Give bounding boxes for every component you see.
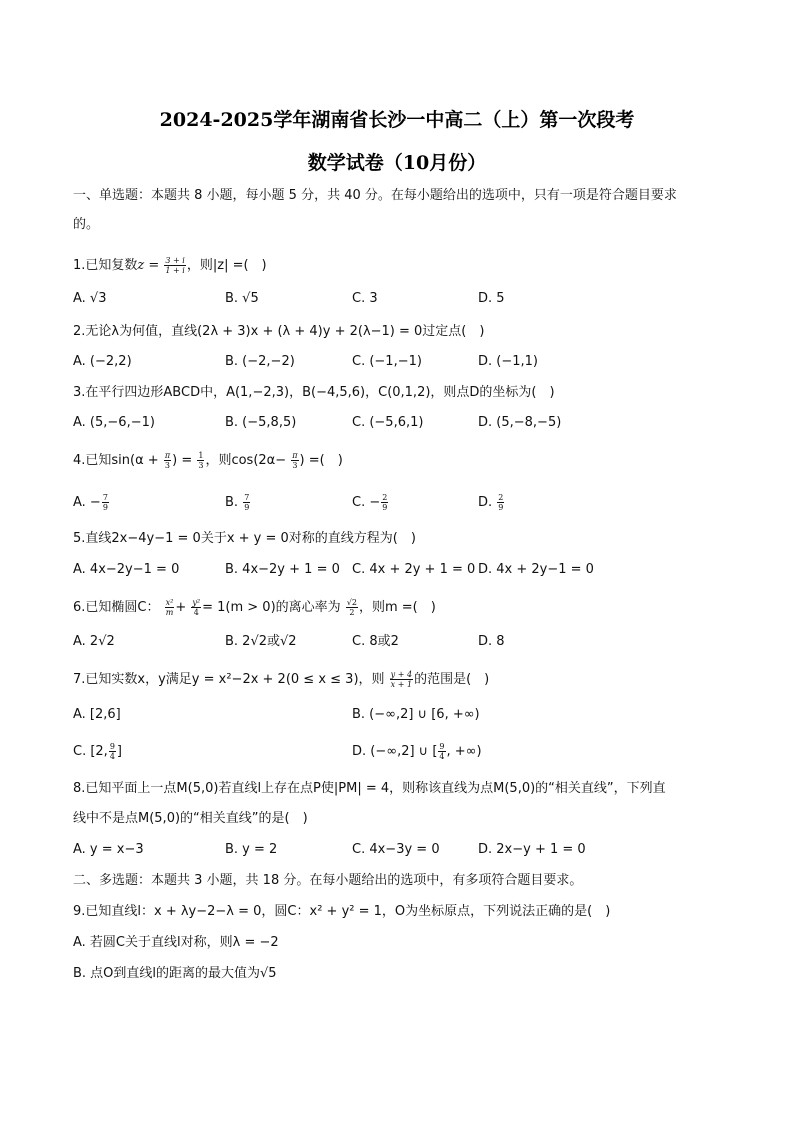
q3-option-c[interactable]: C. (−5,6,1) <box>352 415 424 430</box>
fraction: $\frac{2}{9}$ <box>382 493 388 512</box>
q7-option-b[interactable]: B. (−∞,2] ∪ [6, +∞) <box>352 707 480 722</box>
question-4: 4.已知sin(α + $\frac{\pi}{3}$ ) = $\frac{1}{3}$ ，则cos(2α− $\frac{\pi}{3}$ ) =( ) <box>73 451 343 470</box>
q1-option-b[interactable]: B. √5 <box>225 291 259 306</box>
question-1: 1.已知复数z = $\frac{3 + i}{1 + i}$ ，则|z| =( ) <box>73 256 267 275</box>
question-8-cont: 线中不是点M(5,0)的“相关直线”的是( ) <box>73 811 308 826</box>
q8-option-d[interactable]: D. 2x−y + 1 = 0 <box>478 842 586 857</box>
q3-option-a[interactable]: A. (5,−6,−1) <box>73 415 155 430</box>
q3-option-b[interactable]: B. (−5,8,5) <box>225 415 297 430</box>
q2-option-c[interactable]: C. (−1,−1) <box>352 354 422 369</box>
exam-subtitle: 数学试卷（10月份） <box>307 152 487 174</box>
q4-option-c[interactable]: C. − $\frac{2}{9}$ <box>352 493 388 512</box>
q4-option-d[interactable]: D. $\frac{2}{9}$ <box>478 493 504 512</box>
fraction: $\frac{1}{3}$ <box>198 451 204 470</box>
q3-option-d[interactable]: D. (5,−8,−5) <box>478 415 562 430</box>
q9-option-b[interactable]: B. 点O到直线l的距离的最大值为√5 <box>73 966 277 981</box>
question-3: 3.在平行四边形ABCD中，A(1,−2,3)，B(−4,5,6)，C(0,1,2)，则点D的坐标为( ) <box>73 385 555 400</box>
question-9: 9.已知直线l：x + λy−2−λ = 0，圆C：x² + y² = 1，O为坐标原点，下列说法正确的是( ) <box>73 904 611 919</box>
question-5: 5.直线2x−4y−1 = 0关于x + y = 0对称的直线方程为( ) <box>73 531 416 546</box>
fraction: $\frac{y + 4}{x + 1}$ <box>390 670 413 689</box>
exam-title: 2024-2025学年湖南省长沙一中高二（上）第一次段考 <box>159 109 635 131</box>
q2-option-a[interactable]: A. (−2,2) <box>73 354 132 369</box>
q1-option-c[interactable]: C. 3 <box>352 291 378 306</box>
q9-option-a[interactable]: A. 若圆C关于直线l对称，则λ = −2 <box>73 935 279 950</box>
fraction: $\frac{√2}{2}$ <box>346 598 357 617</box>
q7-option-a[interactable]: A. [2,6] <box>73 707 121 722</box>
fraction: $\frac{\pi}{3}$ <box>164 451 171 470</box>
fraction: $\frac{9}{4}$ <box>109 742 115 761</box>
q5-option-b[interactable]: B. 4x−2y + 1 = 0 <box>225 562 340 577</box>
section1-heading-cont: 的。 <box>73 217 100 232</box>
q7-option-d[interactable]: D. (−∞,2] ∪ [ $\frac{9}{4}$ , +∞) <box>352 742 482 761</box>
q6-option-c[interactable]: C. 8或2 <box>352 634 399 649</box>
q2-option-d[interactable]: D. (−1,1) <box>478 354 538 369</box>
question-2: 2.无论λ为何值，直线(2λ + 3)x + (λ + 4)y + 2(λ−1) = 0过定点( ) <box>73 324 485 339</box>
q6-option-a[interactable]: A. 2√2 <box>73 634 115 649</box>
fraction: $\frac{\text{y²}}{4}$ <box>192 598 201 617</box>
fraction: $\frac{2}{9}$ <box>498 493 504 512</box>
question-8: 8.已知平面上一点M(5,0)若直线l上存在点P使|PM| = 4，则称该直线为点M(5,0)的“相关直线”，下列直 <box>73 781 666 796</box>
q6-option-b[interactable]: B. 2√2或√2 <box>225 634 297 649</box>
fraction: $\frac{3 + i}{1 + i}$ <box>165 256 185 275</box>
fraction: $\frac{7}{9}$ <box>102 493 108 512</box>
q8-option-c[interactable]: C. 4x−3y = 0 <box>352 842 440 857</box>
q1-option-d[interactable]: D. 5 <box>478 291 505 306</box>
fraction: $\frac{\pi}{3}$ <box>292 451 298 470</box>
fraction: $\frac{7}{9}$ <box>244 493 250 512</box>
q4-option-b[interactable]: B. $\frac{7}{9}$ <box>225 493 250 512</box>
q4-option-a[interactable]: A. − $\frac{7}{9}$ <box>73 493 108 512</box>
section1-heading: 一、单选题：本题共 8 小题，每小题 5 分，共 40 分。在每小题给出的选项中，只有一项是符合题目要求 <box>73 188 677 203</box>
q8-option-a[interactable]: A. y = x−3 <box>73 842 144 857</box>
q2-option-b[interactable]: B. (−2,−2) <box>225 354 295 369</box>
q6-option-d[interactable]: D. 8 <box>478 634 505 649</box>
q7-option-c[interactable]: C. [2, $\frac{9}{4}$ ] <box>73 742 122 761</box>
q1-option-a[interactable]: A. √3 <box>73 291 107 306</box>
q5-option-d[interactable]: D. 4x + 2y−1 = 0 <box>478 562 594 577</box>
fraction: $\frac{\text{x²}}{m}$ <box>165 598 174 617</box>
question-7: 7.已知实数x，y满足y = x²−2x + 2(0 ≤ x ≤ 3)，则 $\frac{y + 4}{x + 1}$ 的范围是( ) <box>73 670 490 689</box>
q5-option-a[interactable]: A. 4x−2y−1 = 0 <box>73 562 180 577</box>
q5-option-c[interactable]: C. 4x + 2y + 1 = 0 <box>352 562 476 577</box>
section2-heading: 二、多选题：本题共 3 小题，共 18 分。在每小题给出的选项中，有多项符合题目要求。 <box>73 873 583 888</box>
q8-option-b[interactable]: B. y = 2 <box>225 842 278 857</box>
fraction: $\frac{9}{4}$ <box>439 742 445 761</box>
question-6: 6.已知椭圆C： $\frac{\text{x²}}{m}$ + $\frac{\text{y²}}{4}$ = 1(m > 0)的离心率为 $\frac{√2}{2}$ ，则m =( ) <box>73 598 436 617</box>
